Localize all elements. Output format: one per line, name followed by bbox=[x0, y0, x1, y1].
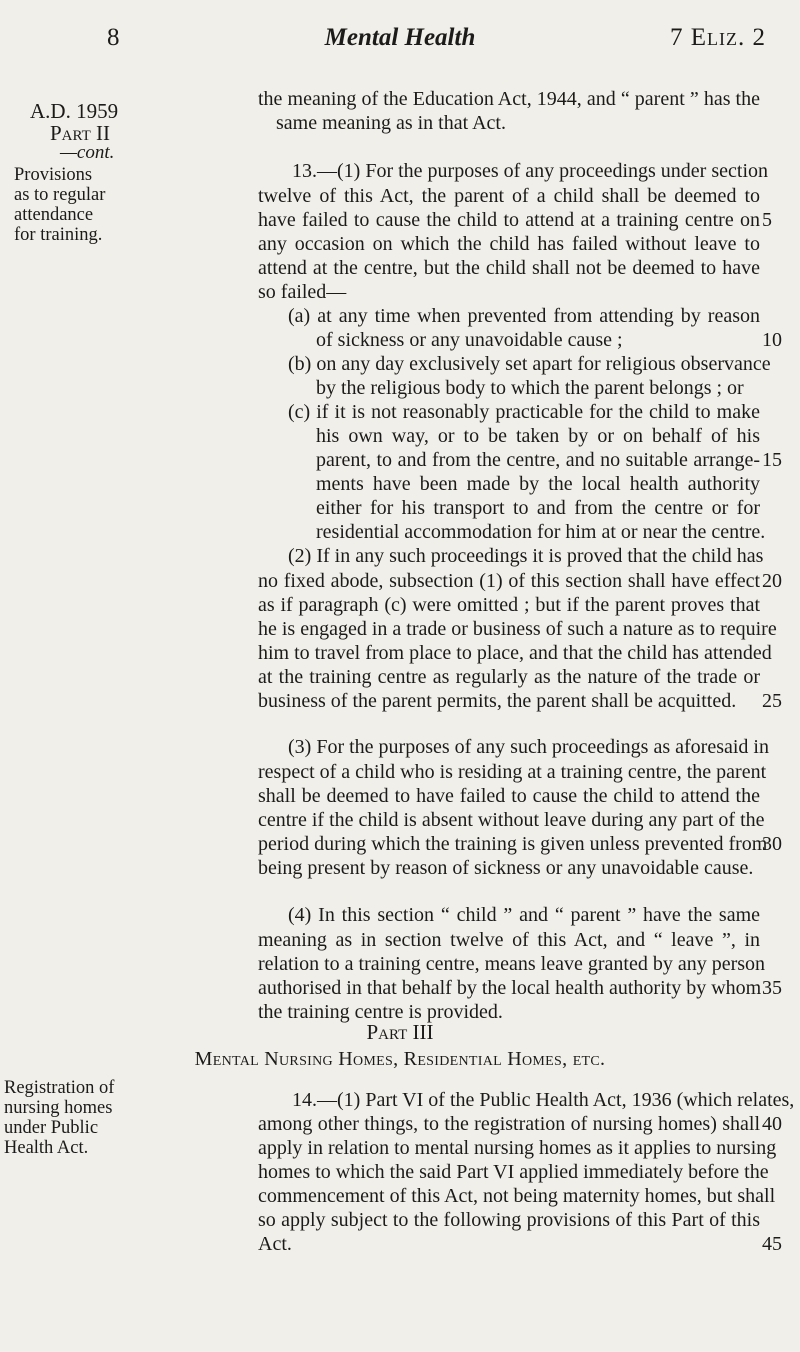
part-heading: Part III bbox=[366, 1020, 434, 1044]
margin-note-line: under Public bbox=[4, 1118, 99, 1138]
margin-note-attendance bbox=[14, 165, 105, 245]
text-line: same meaning as in that Act. bbox=[276, 112, 506, 134]
text-line: period during which the training is given unless prevented from bbox=[258, 833, 768, 855]
margin-year: A.D. 1959 bbox=[30, 99, 119, 123]
text-line: being present by reason of sickness or any unavoidable cause. bbox=[258, 857, 754, 879]
text-line: as if paragraph (c) were omitted ; but if the parent proves that bbox=[258, 594, 760, 616]
text-line: the meaning of the Education Act, 1944, and “ parent ” has the bbox=[258, 88, 760, 110]
line-number: 45 bbox=[762, 1233, 782, 1255]
line-number: 15 bbox=[762, 449, 782, 471]
text-line: so failed— bbox=[258, 281, 347, 303]
text-line: shall be deemed to have failed to cause the child to attend the bbox=[258, 785, 760, 807]
text-line: apply in relation to mental nursing homes as it applies to nursing bbox=[258, 1137, 777, 1159]
margin-note-line: for training. bbox=[14, 225, 103, 245]
text-line: homes to which the said Part VI applied immediately before the bbox=[258, 1161, 769, 1183]
line-number: 5 bbox=[762, 209, 772, 231]
margin-note-line: nursing homes bbox=[4, 1098, 113, 1118]
text-line: residential accommodation for him at or near the centre. bbox=[316, 521, 766, 543]
text-line: the training centre is provided. bbox=[258, 1001, 503, 1023]
text-line: (b) on any day exclusively set apart for religious observance bbox=[288, 353, 771, 375]
text-line: (c) if it is not reasonably practicable for the child to make bbox=[288, 401, 760, 423]
text-line: parent, to and from the centre, and no suitable arrange- bbox=[316, 449, 760, 471]
text-line: ments have been made by the local health authority bbox=[316, 473, 760, 495]
text-line: his own way, or to be taken by or on behalf of his bbox=[316, 425, 760, 447]
line-number: 10 bbox=[762, 329, 782, 351]
margin-cont: —cont. bbox=[60, 142, 115, 163]
regnal-year: 7 Eliz. 2 bbox=[669, 24, 766, 51]
text-line: 13.—(1) For the purposes of any proceedings under section bbox=[292, 160, 768, 182]
text-line: at the training centre as regularly as the nature of the trade or bbox=[258, 666, 760, 688]
margin-note-line: attendance bbox=[14, 205, 94, 225]
text-line: (a) at any time when prevented from attending by reason bbox=[288, 305, 760, 327]
running-header bbox=[0, 24, 800, 54]
text-line: commencement of this Act, not being maternity homes, but shall bbox=[258, 1185, 776, 1207]
line-number: 20 bbox=[762, 570, 782, 592]
text-line: (2) If in any such proceedings it is proved that the child has bbox=[288, 545, 764, 567]
text-line: (4) In this section “ child ” and “ parent ” have the same bbox=[288, 904, 760, 926]
text-line: twelve of this Act, the parent of a child shall be deemed to bbox=[258, 185, 760, 207]
text-line: him to travel from place to place, and that the child has attended bbox=[258, 642, 772, 664]
text-line: either for his transport to and from the centre or for bbox=[316, 497, 760, 519]
text-line: have failed to cause the child to attend at a training centre on bbox=[258, 209, 760, 231]
text-line: by the religious body to which the parent belongs ; or bbox=[316, 377, 744, 399]
line-number: 25 bbox=[762, 690, 782, 712]
text-line: authorised in that behalf by the local health authority by whom bbox=[258, 977, 762, 999]
running-title: Mental Health bbox=[324, 24, 476, 51]
text-line: centre if the child is absent without leave during any part of the bbox=[258, 809, 765, 831]
text-line: of sickness or any unavoidable cause ; bbox=[316, 329, 623, 351]
margin-note-registration bbox=[4, 1078, 114, 1158]
text-line: relation to a training centre, means leave granted by any person bbox=[258, 953, 766, 975]
text-line: Act. bbox=[258, 1233, 292, 1255]
text-line: so apply subject to the following provisions of this Part of this bbox=[258, 1209, 760, 1231]
text-line: business of the parent permits, the parent shall be acquitted. bbox=[258, 690, 737, 712]
line-number: 35 bbox=[762, 977, 782, 999]
text-line: 14.—(1) Part VI of the Public Health Act, 1936 (which relates, bbox=[292, 1089, 795, 1111]
line-number: 30 bbox=[762, 833, 782, 855]
page-number: 8 bbox=[107, 24, 120, 51]
margin-note-line: Provisions bbox=[14, 165, 93, 185]
text-line: no fixed abode, subsection (1) of this section shall have effect bbox=[258, 570, 760, 592]
text-line: he is engaged in a trade or business of such a nature as to require bbox=[258, 618, 777, 640]
margin-note-line: as to regular bbox=[14, 185, 106, 205]
line-number: 40 bbox=[762, 1113, 782, 1135]
text-line: attend at the centre, but the child shall not be deemed to have bbox=[258, 257, 760, 279]
text-line: any occasion on which the child has failed without leave to bbox=[258, 233, 760, 255]
text-line: respect of a child who is residing at a training centre, the parent bbox=[258, 761, 767, 783]
text-line: meaning as in section twelve of this Act, and “ leave ”, in bbox=[258, 929, 760, 951]
text-line: (3) For the purposes of any such proceedings as aforesaid in bbox=[288, 736, 769, 758]
margin-part: Part II bbox=[50, 121, 111, 145]
margin-note-line: Health Act. bbox=[4, 1138, 89, 1158]
part-title: Mental Nursing Homes, Residential Homes, etc. bbox=[194, 1048, 606, 1070]
margin-note-line: Registration of bbox=[4, 1078, 115, 1098]
text-line: among other things, to the registration of nursing homes) shall bbox=[258, 1113, 760, 1135]
